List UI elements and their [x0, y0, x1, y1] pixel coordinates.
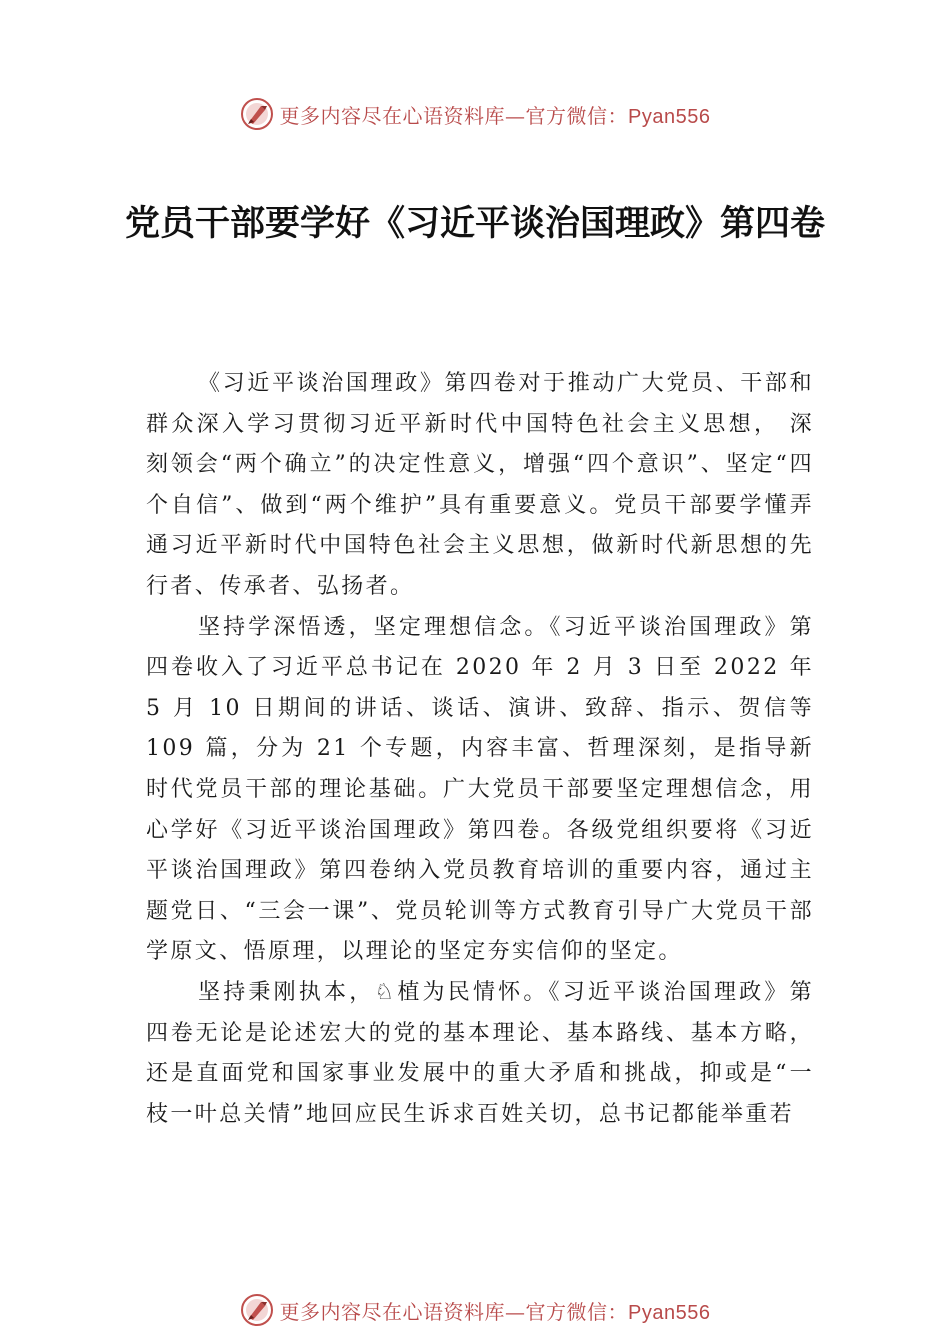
watermark-wechat-id: Pyan556 — [628, 1301, 711, 1324]
header-watermark — [0, 94, 950, 134]
watermark-wechat-id: Pyan556 — [628, 105, 711, 128]
footer-watermark — [0, 1290, 950, 1330]
document-body — [146, 364, 814, 1135]
document-title: 党员干部要学好《习近平谈治国理政》第四卷 — [124, 203, 825, 244]
watermark-text: 更多内容尽在心语资料库—官方微信： — [279, 103, 629, 128]
paragraph-people: 坚持秉刚执本，♘植为民情怀。《习近平谈治国理政》第四卷无论是论述宏大的党的基本理论、基本路线、基本方略， 还是直面党和国家事业发展中的重大矛盾和挑战，抑或是“一枝一叶总关情”地回应民生诉求百姓关切，总书记都能举重若 — [146, 979, 814, 1127]
paragraph-intro: 《习近平谈治国理政》第四卷对于推动广大党员、干部和群众深入学习贯彻习近平新时代中国特色社会主义思想， 深刻领会“两个确立”的决定性意义，增强“四个意识”、坚定“四个自信”、做到“两个维护”具有重要意义。党员干部要学懂弄通习近平新时代中国特色社会主义思想，做新时代新思想的先行者、传承者、弘扬者。 — [146, 371, 814, 599]
paragraph-study: 坚持学深悟透，坚定理想信念。《习近平谈治国理政》第四卷收入了习近平总书记在 2020 年 2 月 3 日至 2022 年 5 月 10 日期间的讲话、谈话、演讲、致辞、指示、贺信等 109 篇，分为 21 个专题，内容丰富、哲理深刻，是指导新时代党员干部的理论基础。广大党员干部要坚定理想信念，用心学好《习近平谈治国理政》第四卷。各级党组织要将《习近平谈治国理政》第四卷纳入党员教育培训的重要内容，通过主题党日、“三会一课”、党员轮训等方式教育引导广大党员干部学原文、悟原理，以理论的坚定夯实信仰的坚定。 — [146, 614, 814, 965]
pen-nib-logo-icon — [240, 97, 274, 131]
pen-nib-logo-icon — [240, 1293, 274, 1327]
watermark-text: 更多内容尽在心语资料库—官方微信： — [279, 1299, 629, 1324]
